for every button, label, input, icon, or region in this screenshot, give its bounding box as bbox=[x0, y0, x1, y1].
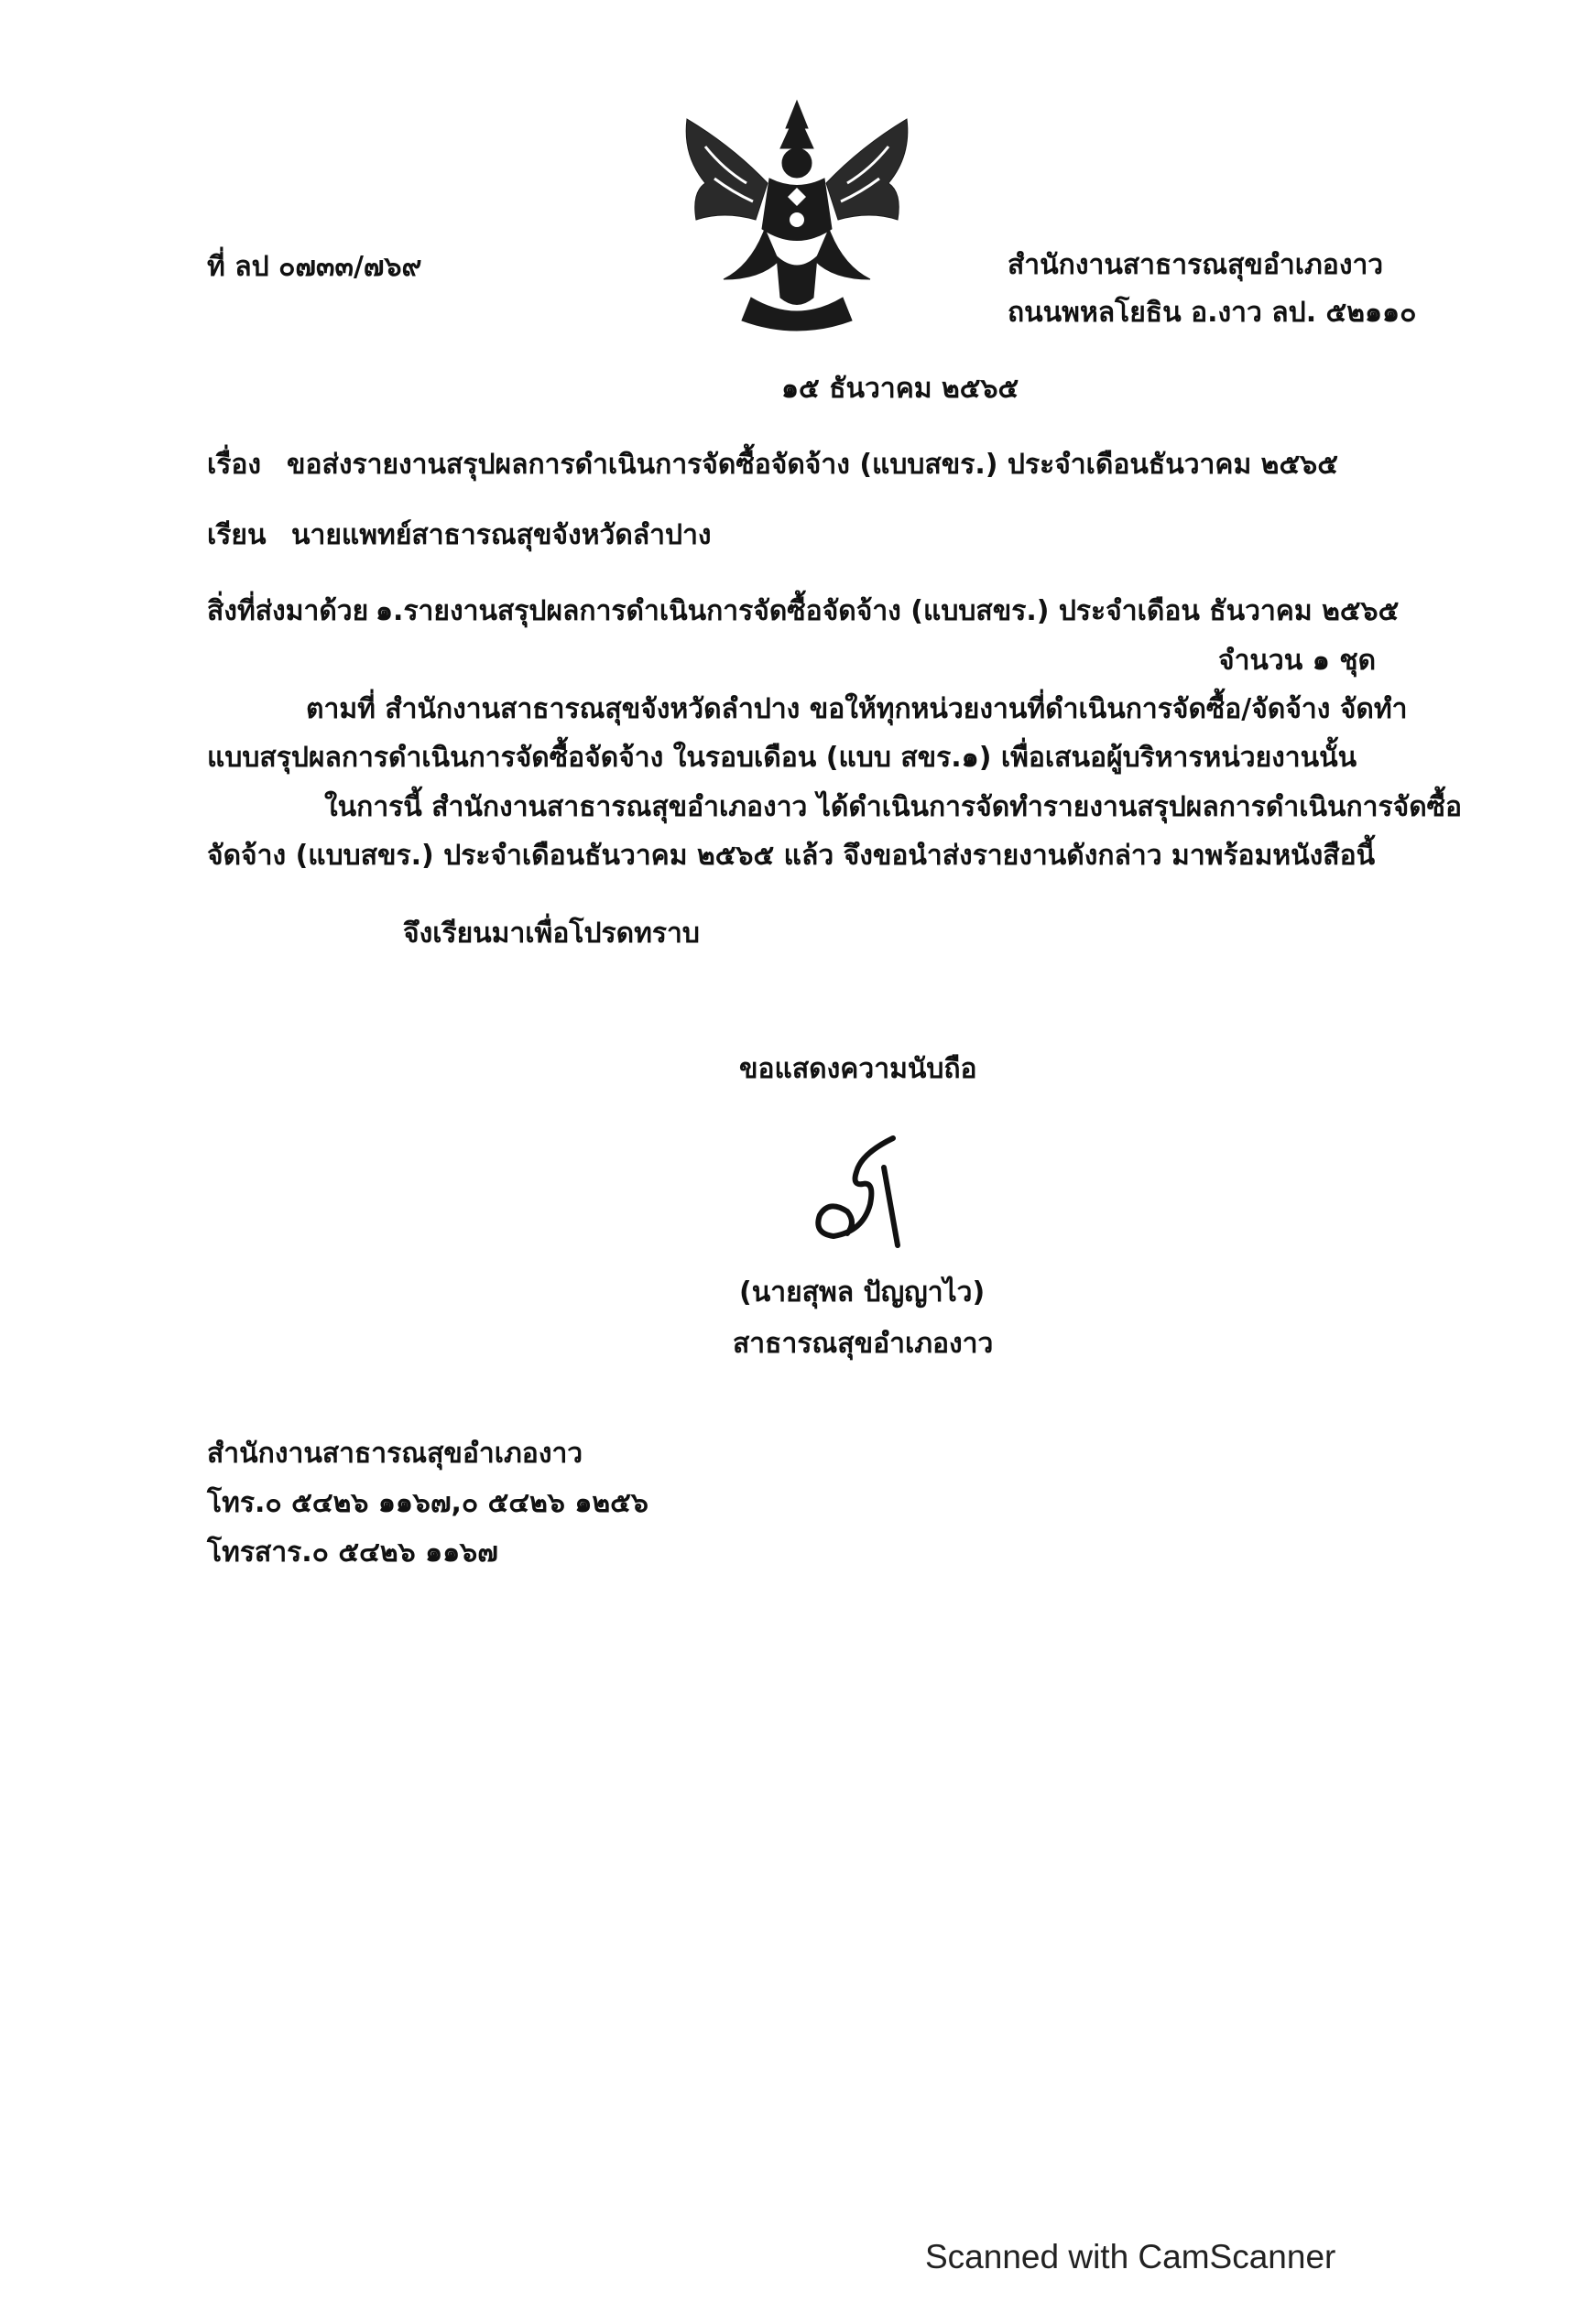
closing-request: จึงเรียนมาเพื่อโปรดทราบ bbox=[403, 918, 700, 950]
footer-fax: โทรสาร.๐ ๕๔๒๖ ๑๑๖๗ bbox=[207, 1537, 498, 1569]
subject-text: ขอส่งรายงานสรุปผลการดำเนินการจัดซื้อจัดจ้าง (แบบสขร.) ประจำเดือนธันวาคม ๒๕๖๕ bbox=[287, 449, 1338, 481]
body-paragraph-2-line-2: จัดจ้าง (แบบสขร.) ประจำเดือนธันวาคม ๒๕๖๕ แล้ว จึงขอนำส่งรายงานดังกล่าว มาพร้อมหนังสือนี้ bbox=[207, 840, 1376, 872]
handwritten-signature bbox=[806, 1131, 916, 1250]
footer-office: สำนักงานสาธารณสุขอำเภองาว bbox=[207, 1438, 583, 1470]
recipient-text: นายแพทย์สาธารณสุขจังหวัดลำปาง bbox=[291, 519, 712, 551]
letter-date: ๑๕ ธันวาคม ๒๕๖๕ bbox=[781, 373, 1019, 405]
camscanner-watermark: Scanned with CamScanner bbox=[925, 2238, 1336, 2275]
reference-number: ที่ ลป ๐๗๓๓/๗๖๙ bbox=[207, 251, 422, 283]
signer-title: สาธารณสุขอำเภองาว bbox=[733, 1328, 994, 1360]
enclosure-quantity: จำนวน ๑ ชุด bbox=[1218, 645, 1377, 677]
office-address: ถนนพหลโยธิน อ.งาว ลป. ๕๒๑๑๐ bbox=[1008, 297, 1417, 329]
garuda-emblem bbox=[669, 92, 925, 343]
footer-phone: โทร.๐ ๕๔๒๖ ๑๑๖๗,๐ ๕๔๒๖ ๑๒๕๖ bbox=[207, 1487, 648, 1519]
body-paragraph-1-line-2: แบบสรุปผลการดำเนินการจัดซื้อจัดจ้าง ในรอบเดือน (แบบ สขร.๑) เพื่อเสนอผู้บริหารหน่วยงานนั้น bbox=[207, 742, 1357, 774]
enclosure-label: สิ่งที่ส่งมาด้วย bbox=[207, 595, 369, 627]
enclosure-text: ๑.รายงานสรุปผลการดำเนินการจัดซื้อจัดจ้าง (แบบสขร.) ประจำเดือน ธันวาคม ๒๕๖๕ bbox=[376, 595, 1400, 627]
recipient-label: เรียน bbox=[207, 519, 267, 551]
office-name: สำนักงานสาธารณสุขอำเภองาว bbox=[1008, 249, 1384, 281]
body-paragraph-1-line-1: ตามที่ สำนักงานสาธารณสุขจังหวัดลำปาง ขอให้ทุกหน่วยงานที่ดำเนินการจัดซื้อ/จัดจ้าง จัดทำ bbox=[306, 693, 1408, 725]
subject-label: เรื่อง bbox=[207, 449, 262, 481]
signer-name: (นายสุพล ปัญญาไว) bbox=[739, 1276, 986, 1309]
body-paragraph-2-line-1: ในการนี้ สำนักงานสาธารณสุขอำเภองาว ได้ดำเนินการจัดทำรายงานสรุปผลการดำเนินการจัดซื้อ bbox=[324, 791, 1463, 823]
regards: ขอแสดงความนับถือ bbox=[739, 1053, 977, 1085]
